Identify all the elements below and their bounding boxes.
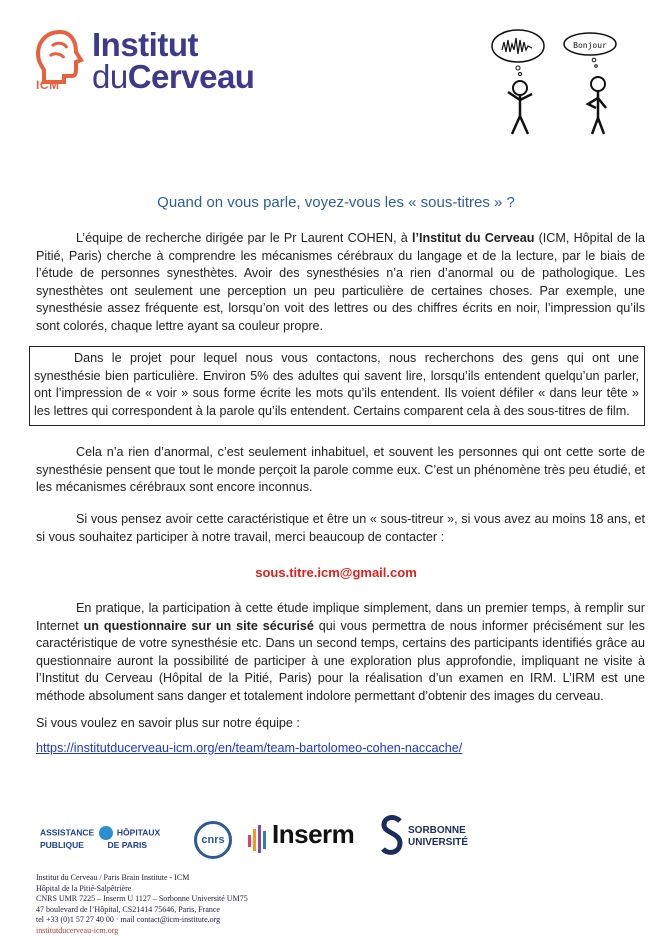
address-line: Institut du Cerveau / Paris Brain Institute - ICM <box>36 873 190 882</box>
partner-logos <box>36 815 636 865</box>
info-paragraph: Cela n’a rien d’anormal, c’est seulement inhabituel, et souvent les personnes qui ont cette sorte de synesthésie pensent que tout le monde perçoit la parole comme eux. C’est un phénomène très peu étudié, et les mécanismes cérébraux sont encore inconnus. <box>36 445 645 495</box>
logo-line-1: Institut <box>92 26 198 63</box>
address-line: tel +33 (0)1 57 27 40 00 · mail contact@icm-institute.org <box>36 915 221 924</box>
logo-abbreviation: ICM <box>36 78 60 92</box>
aphp-logo: ASSISTANCE HÔPITAUX PUBLIQUE DE PARIS <box>40 827 161 850</box>
stick-figures-illustration <box>480 28 630 140</box>
inserm-logo: Inserm <box>272 819 355 849</box>
team-info-line: Si vous voulez en savoir plus sur notre équipe : <box>36 716 300 730</box>
team-page-link[interactable]: https://institutducerveau-icm.org/en/team/team-bartolomeo-cohen-naccache/ <box>36 741 463 755</box>
document-title: Quand on vous parle, voyez-vous les « sous-titres » ? <box>157 194 515 211</box>
logo-line-2: duCerveau <box>92 58 255 95</box>
synesthesia-description-paragraph: Dans le projet pour lequel nous vous contactons, nous recherchons des gens qui ont une synesthésie bien particulière. Environ 5% des adultes qui savent lire, lorsqu’ils entendent quelqu’un parler, ont l’impression de « voir » sous forme écrite les mots qu’ils entendent. Ils voient défiler « dans leur tête » les lettres qui correspondent à la parole qu’ils entendent. Certains comparent cela à des sous-titres de film. <box>34 351 639 418</box>
institut-du-cerveau-logo <box>34 26 274 96</box>
inserm-bars-icon <box>248 825 268 855</box>
footer-website-link[interactable]: institutducerveau-icm.org <box>36 925 119 935</box>
participation-paragraph: En pratique, la participation à cette étude implique simplement, dans un premier temps, à remplir sur Internet un questionnaire sur un site sécurisé qui vous permettra de nous informer précisément sur les caractéristique de votre synesthésie etc. Dans un second temps, certains des participants identifiés grâce au questionnaire auront la possibilité de participer à une exploration plus approfondie, impliquant ne visite à l’Institut du Cerveau (Hôpital de la Pitié, Paris) pour la réalisation d’un examen en IRM. L’IRM est une méthode absolument sans danger et totalement indolore permettant d’obtenir des images du cerveau. <box>36 601 645 703</box>
address-line: Hôpital de la Pitié-Salpêtrière <box>36 883 132 893</box>
speech-bubble-text: Bonjour <box>573 41 607 50</box>
contact-email-link[interactable]: sous.titre.icm@gmail.com <box>255 565 417 580</box>
footer-address <box>36 873 248 936</box>
sorbonne-s-icon <box>380 815 404 857</box>
intro-paragraph: L’équipe de recherche dirigée par le Pr Laurent COHEN, à l’Institut du Cerveau (ICM, Hôpital de la Pitié, Paris) cherche à comprendre les mécanismes cérébraux du langage et de la lecture, par le biais de l’étude de personnes synesthètes. Avoir des synesthésies n’a rien d’anormal ou de pathologique. Les synesthètes ont seulement une perception un peu particulière de certaines choses. Par exemple, une synesthésie assez fréquente est, lorsqu’on voit des lettres ou des chiffres écrits en noir, l’impression qu’ils sont colorés, chaque lettre ayant sa couleur propre. <box>36 231 645 333</box>
call-to-action-paragraph: Si vous pensez avoir cette caractéristique et être un « sous-titreur », si vous avez au moins 18 ans, et si vous souhaitez participer à notre travail, merci beaucoup de contacter : <box>36 512 645 544</box>
address-line: CNRS UMR 7225 – Inserm U 1127 – Sorbonne Université UM75 <box>36 894 248 903</box>
cnrs-logo: cnrs <box>194 821 232 859</box>
sorbonne-logo: SORBONNE UNIVERSITÉ <box>408 825 469 848</box>
address-line: 47 boulevard de l’Hôpital, CS21414 75646, Paris, France <box>36 904 220 914</box>
heart-icon <box>99 826 113 840</box>
